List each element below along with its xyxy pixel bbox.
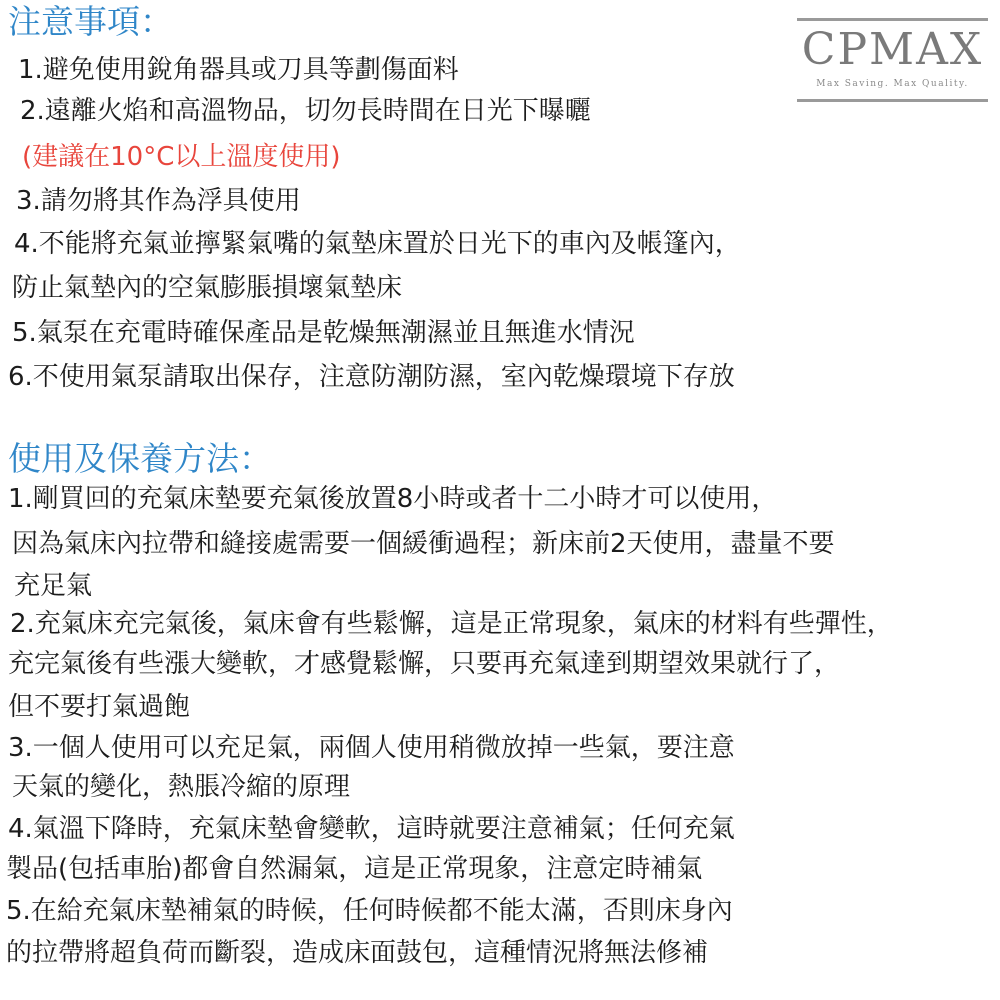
- usage-line: 5.在給充氣床墊補氣的時候，任何時候都不能太滿，否則床身內: [6, 896, 733, 926]
- precaution-line: 2.遠離火焰和高溫物品，切勿長時間在日光下曝曬: [20, 96, 591, 126]
- usage-line: 4.氣溫下降時，充氣床墊會變軟，這時就要注意補氣；任何充氣: [8, 814, 735, 844]
- logo-brand-text: CPMAX: [801, 24, 984, 75]
- usage-line: 天氣的變化，熱脹冷縮的原理: [12, 772, 351, 802]
- usage-line: 3.一個人使用可以充足氣，兩個人使用稍微放掉一些氣，要注意: [8, 733, 735, 763]
- precaution-line: 3.請勿將其作為浮具使用: [16, 186, 301, 216]
- usage-line: 2.充氣床充完氣後，氣床會有些鬆懈，這是正常現象，氣床的材料有些彈性，: [10, 609, 893, 639]
- logo-top-rule: [797, 18, 988, 21]
- precaution-line: 防止氣墊內的空氣膨脹損壞氣墊床: [12, 273, 403, 303]
- precaution-line-temperature-note: (建議在10°C以上溫度使用): [22, 142, 341, 172]
- precaution-line: 4.不能將充氣並擰緊氣嘴的氣墊床置於日光下的車內及帳篷內，: [14, 229, 741, 259]
- precaution-line: 6.不使用氣泵請取出保存，注意防潮防濕，室內乾燥環境下存放: [8, 362, 735, 392]
- usage-heading: 使用及保養方法：: [8, 439, 272, 478]
- usage-line: 因為氣床內拉帶和縫接處需要一個緩衝過程；新床前2天使用，盡量不要: [12, 529, 835, 559]
- precaution-line: 5.氣泵在充電時確保產品是乾燥無潮濕並且無進水情況: [12, 318, 635, 348]
- usage-line: 製品(包括車胎)都會自然漏氣，這是正常現象，注意定時補氣: [6, 854, 703, 884]
- logo-bottom-rule: [797, 99, 988, 102]
- usage-line: 充足氣: [14, 571, 93, 601]
- usage-line: 的拉帶將超負荷而斷裂，造成床面鼓包，這種情況將無法修補: [6, 938, 709, 968]
- usage-line: 但不要打氣過飽: [8, 692, 191, 722]
- usage-line: 1.剛買回的充氣床墊要充氣後放置8小時或者十二小時才可以使用，: [8, 484, 778, 514]
- precaution-line: 1.避免使用銳角器具或刀具等劃傷面料: [18, 55, 459, 85]
- logo-tagline: Max Saving. Max Quality.: [816, 79, 969, 89]
- precautions-heading: 注意事項：: [8, 2, 173, 41]
- cpmax-logo: [797, 18, 988, 102]
- usage-line: 充完氣後有些漲大變軟，才感覺鬆懈，只要再充氣達到期望效果就行了，: [8, 649, 841, 679]
